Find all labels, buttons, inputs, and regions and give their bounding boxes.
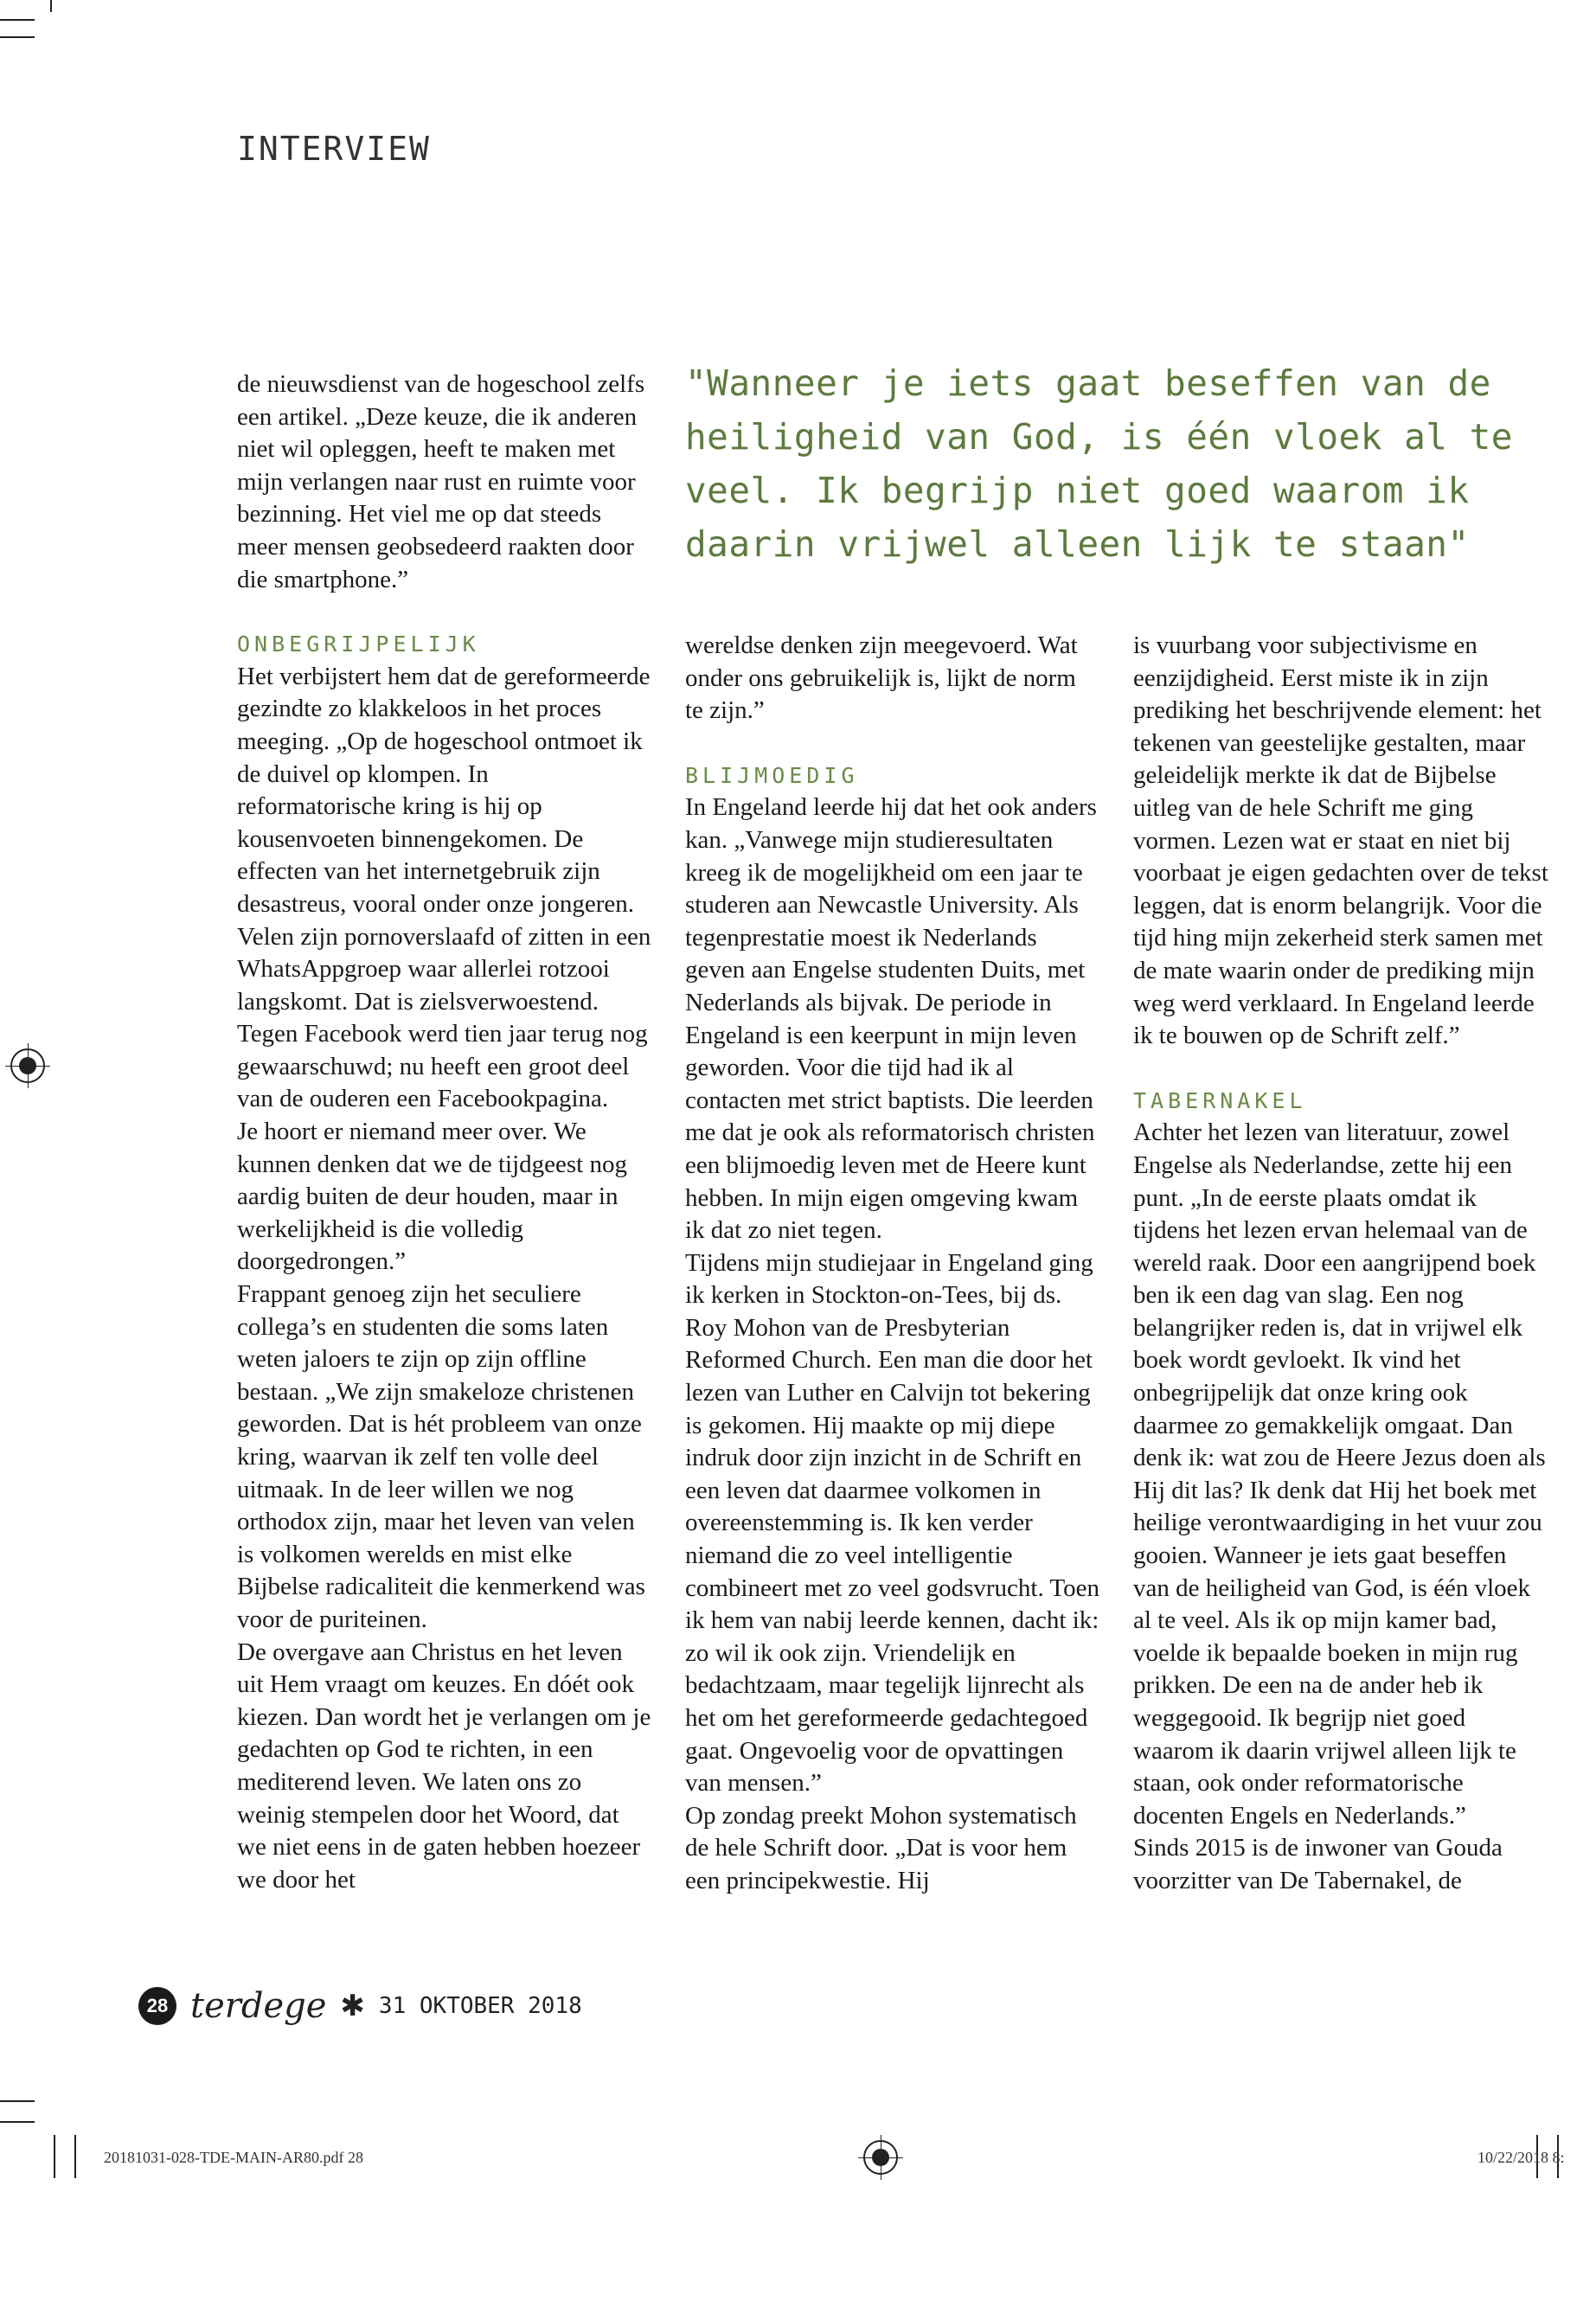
article-column-3 xyxy=(1133,630,1548,1898)
asterisk-icon: ✱ xyxy=(340,1989,365,2023)
crop-mark xyxy=(0,2121,35,2123)
paragraph: Frappant genoeg zijn het seculiere collega’s en studenten die soms laten weten jaloers te zijn op zijn offline bestaan. „We zijn smakeloze christenen geworden. Dat is hét probleem van onze kring, waarvan ik zelf ten volle deel uitmaak. In de leer willen we nog orthodox zijn, maar het leven van velen is volkomen werelds en mist elke Bijbelse radicaliteit die kenmerkend was voor de puriteinen. xyxy=(237,1280,645,1633)
paragraph: is vuurbang voor subjectivisme en eenzijdigheid. Eerst miste ik in zijn prediking het beschrijvende element: het tekenen van geestelijke gestalten, maar geleidelijk merkte ik dat de Bijbelse uitleg van de hele Schrift me ging vormen. Lezen wat er staat en niet bij voorbaat je eigen gedachten over de tekst leggen, dat is enorm belangrijk. Voor die tijd hing mijn zekerheid sterk samen met de mate waarin onder de prediking mijn weg werd verklaard. In Engeland leerde ik te bouwen op de Schrift zelf.” xyxy=(1133,631,1548,1050)
paragraph: de nieuwsdienst van de hogeschool zelfs een artikel. „Deze keuze, die ik anderen niet wil opleggen, heeft te maken met mijn verlangen naar rust en ruimte voor bezinning. Het viel me op dat steeds meer mensen geobsedeerd raakten door die smartphone.” xyxy=(237,370,645,593)
section-label: INTERVIEW xyxy=(237,130,431,168)
paragraph: De overgave aan Christus en het leven uit Hem vraagt om keuzes. En dóét ook kiezen. Dan wordt het je verlangen om je gedachten op God te richten, in een mediterend leven. We laten ons zo weinig stempelen door het Woord, dat we niet eens in de gaten hebben hoezeer we door het xyxy=(237,1638,651,1894)
paragraph: Sinds 2015 is de inwoner van Gouda voorzitter van De Tabernakel, de xyxy=(1133,1834,1503,1894)
subheading: ONBEGRIJPELIJK xyxy=(237,631,480,657)
crop-mark xyxy=(0,2100,35,2102)
crop-mark xyxy=(50,0,52,12)
paragraph: wereldse denken zijn meegevoerd. Wat onder ons gebruikelijk is, lijkt de norm te zijn.” xyxy=(685,631,1078,725)
paragraph: Op zondag preekt Mohon systematisch de hele Schrift door. „Dat is voor hem een principekwestie. Hij xyxy=(685,1801,1077,1894)
crop-mark xyxy=(0,36,35,38)
crop-mark xyxy=(54,2135,55,2178)
paragraph: Het verbijstert hem dat de gereformeerde gezindte zo klakkeloos in het proces meeging. „Op de hogeschool ontmoet ik de duivel op klompen. In reformatorische kring is hij op kousenvoeten binnengekomen. De effecten van het internetgebruik zijn desastreus, vooral onder onze jongeren. Velen zijn pornoverslaafd of zitten in een WhatsAppgroep waar allerlei rotzooi langskomt. Dat is zielsverwoestend. Tegen Facebook werd tien jaar terug nog gewaarschuwd; nu heeft een groot deel van de ouderen een Facebookpagina. xyxy=(237,662,651,1113)
page-number-badge: 28 xyxy=(138,1987,176,2025)
magazine-logo: terdege xyxy=(190,1986,327,2026)
page-footer xyxy=(138,1986,582,2026)
paragraph: Achter het lezen van literatuur, zowel Engelse als Nederlandse, zette hij een punt. „In de eerste plaats omdat ik tijdens het lezen ervan helemaal van de wereld raak. Door een aangrijpend boek ben ik een dag van slag. Een nog belangrijker reden is, dat in vrijwel elk boek wordt gevloekt. Ik vind het onbegrijpelijk dat onze kring ook daarmee zo gemakkelijk omgaat. Dan denk ik: wat zou de Heere Jezus doen als Hij dit las? Ik denk dat Hij het boek met heilige verontwaardiging in het vuur zou gooien. Wanneer je iets gaat beseffen van de heiligheid van God, is één vloek al te veel. Als ik op mijn kamer bad, voelde ik bepaalde boeken in mijn rug prikken. De een na de ander heb ik weggegooid. Ik begrijp niet goed waarom ik daarin vrijwel alleen lijk te staan, ook onder reformatorische docenten Engels en Nederlands.” xyxy=(1133,1118,1546,1830)
print-slug-filename: 20181031-028-TDE-MAIN-AR80.pdf 28 xyxy=(104,2149,363,2166)
article-column-1 xyxy=(237,369,652,1896)
pull-quote: "Wanneer je iets gaat beseffen van de heiligheid van God, is één vloek al te veel. Ik begrijp niet goed waarom ik daarin vrijwel alleen lijk te staan" xyxy=(685,362,1513,565)
crop-mark xyxy=(74,2135,76,2178)
paragraph: In Engeland leerde hij dat het ook anders kan. „Vanwege mijn studieresultaten kreeg ik de mogelijkheid om een jaar te studeren aan Newcastle University. Als tegenprestatie moest ik Nederlands geven aan Engelse studenten Duits, met Nederlands als bijvak. De periode in Engeland is een keerpunt in mijn leven geworden. Voor die tijd had ik al contacten met strict baptists. Die leerden me dat je ook als reformatorisch christen een blijmoedig leven met de Heere kunt hebben. In mijn eigen omgeving kwam ik dat zo niet tegen. xyxy=(685,793,1097,1245)
registration-mark-icon xyxy=(10,1048,45,1083)
subheading: TABERNAKEL xyxy=(1133,1087,1307,1113)
subheading: BLIJMOEDIG xyxy=(685,762,859,788)
crop-mark xyxy=(0,19,35,21)
article-column-2 xyxy=(685,630,1100,1898)
paragraph: Tijdens mijn studiejaar in Engeland ging ik kerken in Stockton-on-Tees, bij ds. Roy Mohon van de Presbyterian Reformed Church. Een man die door het lezen van Luther en Calvijn tot bekering is gekomen. Hij maakte op mij diepe indruk door zijn inzicht in de Schrift en een leven dat daarmee volkomen in overeenstemming is. Ik ken verder niemand die zo veel intelligentie combineert met zo veel godsvrucht. Toen ik hem van nabij leerde kennen, dacht ik: zo wil ik ook zijn. Vriendelijk en bedachtzaam, maar tegelijk lijnrecht als het om het gereformeerde gedachtegoed gaat. Ongevoelig voor de opvattingen van mensen.” xyxy=(685,1248,1100,1798)
print-slug-timestamp: 10/22/2018 8: xyxy=(1477,2149,1565,2166)
issue-date: 31 OKTOBER 2018 xyxy=(378,1993,582,2019)
registration-mark-icon xyxy=(863,2140,898,2175)
paragraph: Je hoort er niemand meer over. We kunnen denken dat we de tijdgeest nog aardig buiten de deur houden, maar in werkelijkheid is die volledig doorgedrongen.” xyxy=(237,1118,627,1276)
